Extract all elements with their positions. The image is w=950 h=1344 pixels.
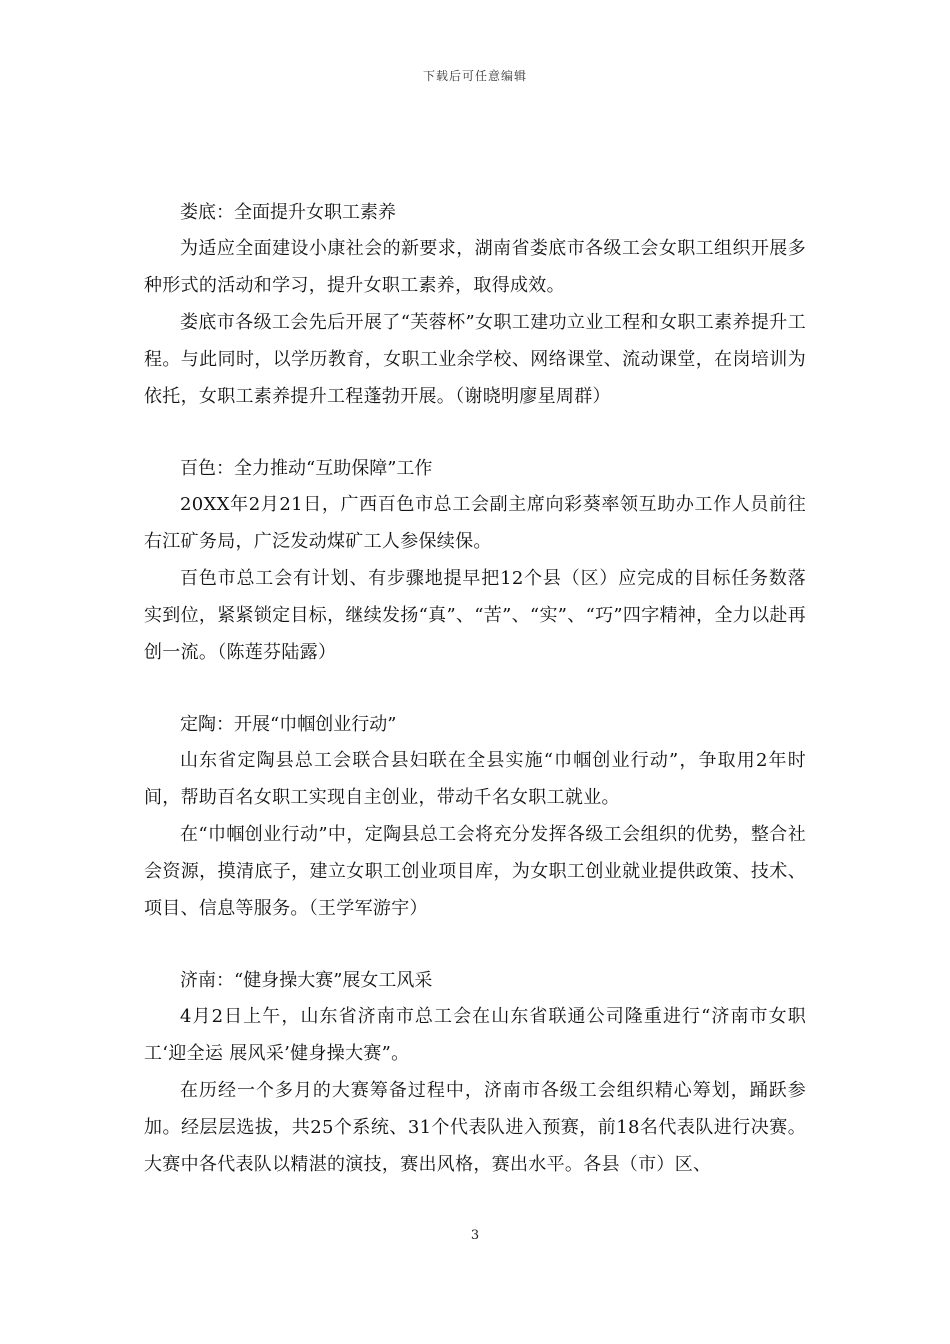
article-paragraph: 山东省定陶县总工会联合县妇联在全县实施“巾帼创业行动”，争取用2年时间，帮助百名女职工实现自主创业，带动千名女职工就业。 [144,750,806,808]
article-loudi [144,196,806,415]
article-paragraph: 百色市总工会有计划、有步骤地提早把12个县（区）应完成的目标任务数落实到位，紧紧锁定目标，继续发扬“真”、“苦”、“实”、“巧”四字精神，全力以赴再创一流。（陈莲芬陆露） [144,568,806,663]
article-title: 娄底：全面提升女职工素养 [180,202,396,223]
article-title: 定陶：开展“巾帼创业行动” [180,714,397,735]
article-paragraph: 在“巾帼创业行动”中，定陶县总工会将充分发挥各级工会组织的优势，整合社会资源，摸清底子，建立女职工创业项目库，为女职工创业就业提供政策、技术、项目、信息等服务。（王学军游宇） [144,824,806,919]
article-title: 百色：全力推动“互助保障”工作 [180,458,433,479]
page-number: 3 [470,1228,480,1243]
article-jinan [144,964,806,1183]
article-paragraph: 为适应全面建设小康社会的新要求，湖南省娄底市各级工会女职工组织开展多种形式的活动和学习，提升女职工素养，取得成效。 [144,238,806,296]
article-paragraph: 娄底市各级工会先后开展了“芙蓉杯”女职工建功立业工程和女职工素养提升工程。与此同时，以学历教育，女职工业余学校、网络课堂、流动课堂，在岗培训为依托，女职工素养提升工程蓬勃开展。（谢晓明廖星周群） [144,312,806,407]
article-paragraph: 20XX年2月21日，广西百色市总工会副主席向彩葵率领互助办工作人员前往右江矿务局，广泛发动煤矿工人参保续保。 [144,494,806,552]
document-body [144,196,806,1220]
article-baise [144,452,806,671]
article-dingtao [144,708,806,927]
article-paragraph: 4月2日上午，山东省济南市总工会在山东省联通公司隆重进行“济南市女职工‘迎全运 展风采’健身操大赛”。 [144,1006,806,1064]
article-paragraph: 在历经一个多月的大赛筹备过程中，济南市各级工会组织精心筹划，踊跃参加。经层层选拔，共25个系统、31个代表队进入预赛，前18名代表队进行决赛。大赛中各代表队以精湛的演技，赛出风格，赛出水平。各县（市）区、 [144,1080,806,1175]
page-header: 下载后可任意编辑 [422,69,527,83]
article-title: 济南：“健身操大赛”展女工风采 [180,970,433,991]
